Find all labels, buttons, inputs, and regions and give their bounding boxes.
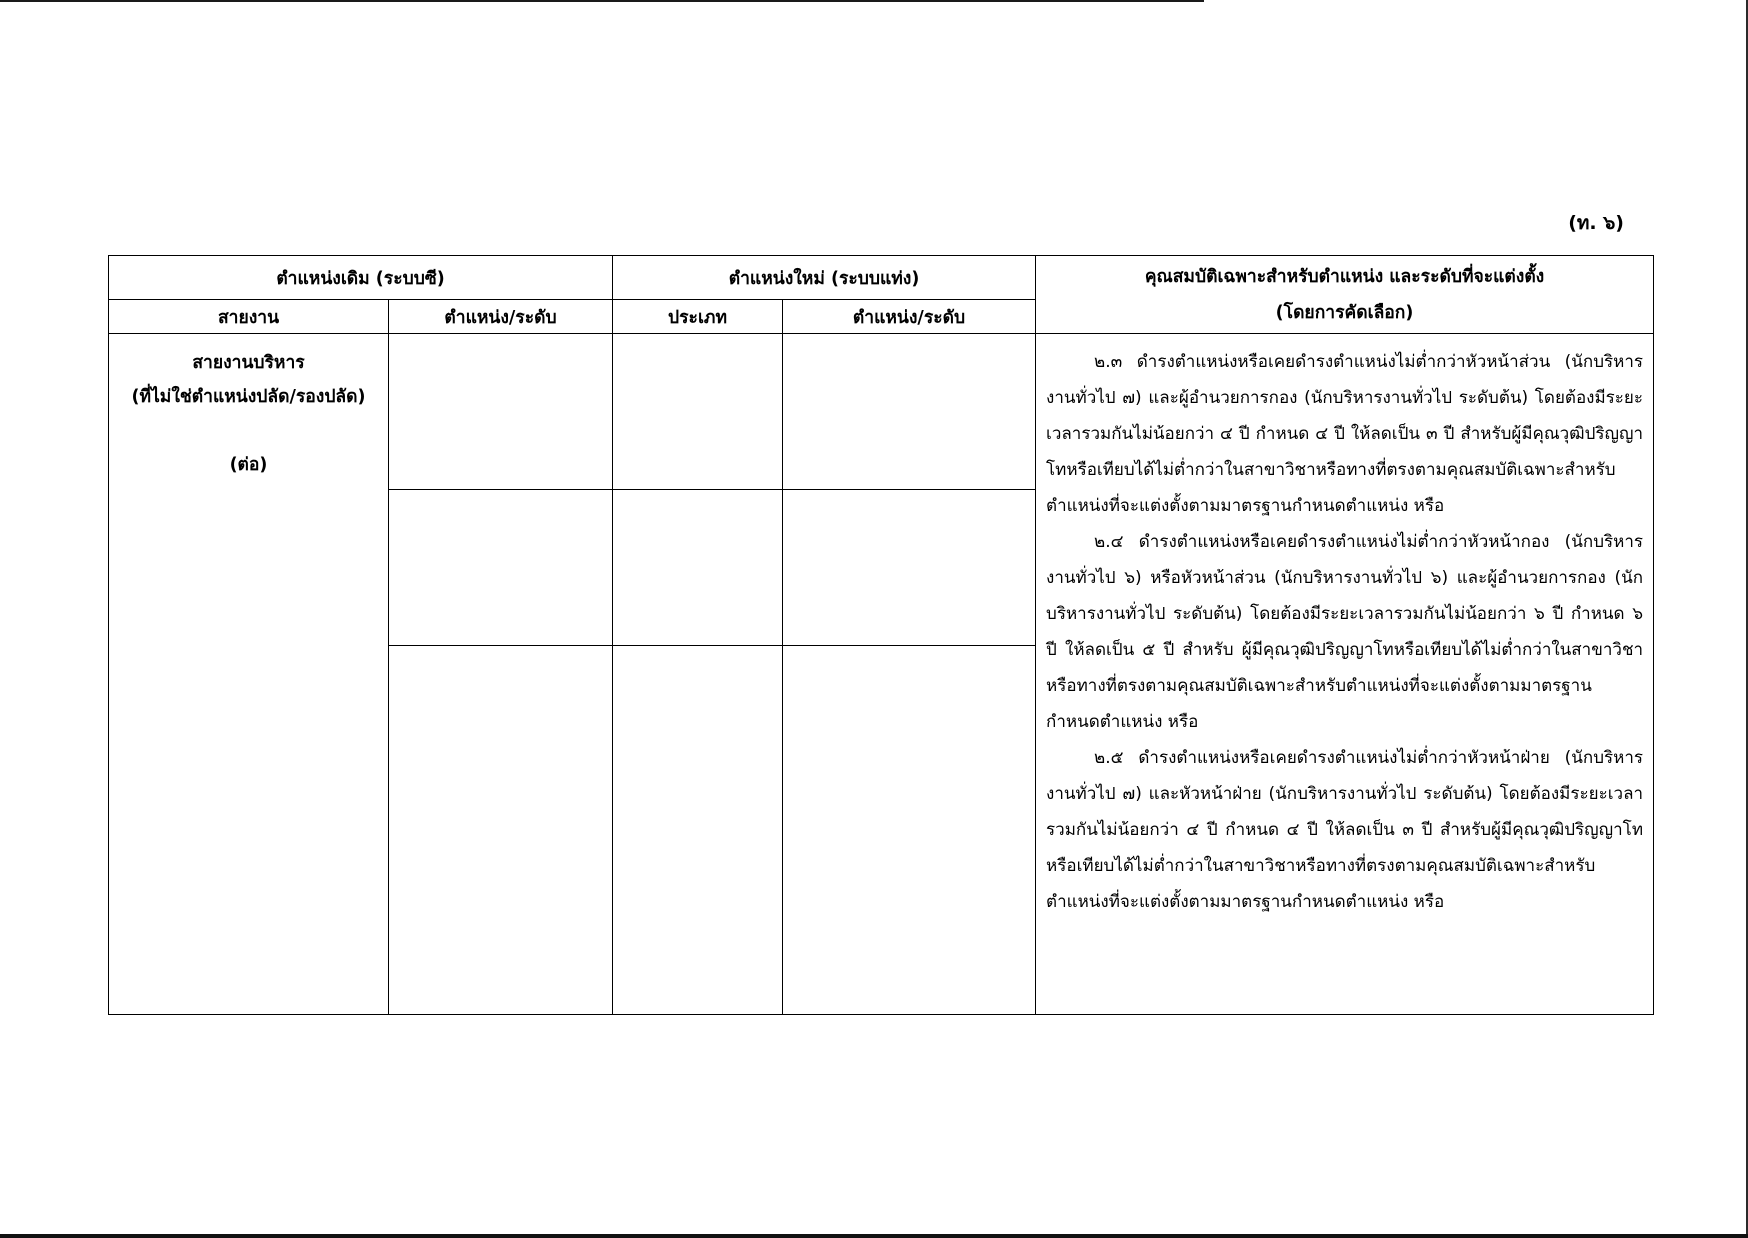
header-new-position-level: ตำแหน่ง/ระดับ bbox=[783, 300, 1036, 334]
header-type: ประเภท bbox=[613, 300, 783, 334]
header-new-position-group: ตำแหน่งใหม่ (ระบบแท่ง) bbox=[613, 256, 1036, 300]
line-of-work-title: สายงานบริหาร bbox=[192, 353, 305, 373]
scan-border-bottom bbox=[0, 1234, 1748, 1238]
qualification-item bbox=[1046, 740, 1643, 920]
old-position-level-cell bbox=[389, 490, 613, 646]
scan-border-top bbox=[0, 0, 1204, 2]
old-position-level-cell bbox=[389, 334, 613, 490]
header-qualification-line1: คุณสมบัติเฉพาะสำหรับตำแหน่ง และระดับที่จะแต่งตั้ง bbox=[1144, 266, 1545, 287]
header-old-position-level: ตำแหน่ง/ระดับ bbox=[389, 300, 613, 334]
header-qualification-line2: (โดยการคัดเลือก) bbox=[1275, 302, 1414, 323]
qualification-table bbox=[108, 255, 1654, 1015]
table-row bbox=[109, 334, 1654, 490]
line-of-work-cell bbox=[109, 334, 389, 1015]
qualification-text: ๒.๓ ดำรงตำแหน่งหรือเคยดำรงตำแหน่งไม่ต่ำกว่าหัวหน้าส่วน (นักบริหารงานทั่วไป ๗) และผู้อำนวยการกอง (นักบริหารงานทั่วไป ระดับต้น) โดยต้องมีระยะเวลารวมกันไม่น้อยกว่า ๔ ปี กำหนด ๔ ปี ให้ลดเป็น ๓ ปี สำหรับผู้มีคุณวุฒิปริญญาโทหรือเทียบได้ไม่ต่ำกว่าในสาขาวิชาหรือทางที่ตรงตามคุณสมบัติเฉพาะสำหรับตำแหน่งที่จะแต่งตั้งตามมาตรฐานกำหนดตำแหน่ง หรือ bbox=[1046, 352, 1644, 516]
type-cell bbox=[613, 646, 783, 1015]
continued-label: (ต่อ) bbox=[229, 455, 268, 475]
qualification-item bbox=[1046, 524, 1643, 740]
type-cell bbox=[613, 490, 783, 646]
qualification-cell bbox=[1036, 334, 1654, 1015]
line-of-work-subtitle: (ที่ไม่ใช่ตำแหน่งปลัด/รองปลัด) bbox=[131, 387, 366, 407]
new-position-level-cell bbox=[783, 646, 1036, 1015]
header-line-of-work: สายงาน bbox=[109, 300, 389, 334]
page-code: (ท. ๖) bbox=[1568, 212, 1624, 234]
qualification-item bbox=[1046, 344, 1643, 524]
new-position-level-cell bbox=[783, 334, 1036, 490]
new-position-level-cell bbox=[783, 490, 1036, 646]
header-qualification bbox=[1036, 256, 1654, 334]
header-old-position-group: ตำแหน่งเดิม (ระบบซี) bbox=[109, 256, 613, 300]
qualification-text: ๒.๔ ดำรงตำแหน่งหรือเคยดำรงตำแหน่งไม่ต่ำกว่าหัวหน้ากอง (นักบริหารงานทั่วไป ๖) หรือหัวหน้าส่วน (นักบริหารงานทั่วไป ๖) และผู้อำนวยการกอง (นักบริหารงานทั่วไป ระดับต้น) โดยต้องมีระยะเวลารวมกันไม่น้อยกว่า ๖ ปี กำหนด ๖ ปี ให้ลดเป็น ๕ ปี สำหรับ ผู้มีคุณวุฒิปริญญาโทหรือเทียบได้ไม่ต่ำกว่าในสาขาวิชาหรือทางที่ตรงตามคุณสมบัติเฉพาะสำหรับตำแหน่งที่จะแต่งตั้งตามมาตรฐานกำหนดตำแหน่ง หรือ bbox=[1046, 532, 1644, 732]
qualification-text: ๒.๕ ดำรงตำแหน่งหรือเคยดำรงตำแหน่งไม่ต่ำกว่าหัวหน้าฝ่าย (นักบริหารงานทั่วไป ๗) และหัวหน้าฝ่าย (นักบริหารงานทั่วไป ระดับต้น) โดยต้องมีระยะเวลารวมกันไม่น้อยกว่า ๔ ปี กำหนด ๔ ปี ให้ลดเป็น ๓ ปี สำหรับผู้มีคุณวุฒิปริญญาโทหรือเทียบได้ไม่ต่ำกว่าในสาขาวิชาหรือทางที่ตรงตามคุณสมบัติเฉพาะสำหรับตำแหน่งที่จะแต่งตั้งตามมาตรฐานกำหนดตำแหน่ง หรือ bbox=[1046, 748, 1644, 912]
type-cell bbox=[613, 334, 783, 490]
old-position-level-cell bbox=[389, 646, 613, 1015]
